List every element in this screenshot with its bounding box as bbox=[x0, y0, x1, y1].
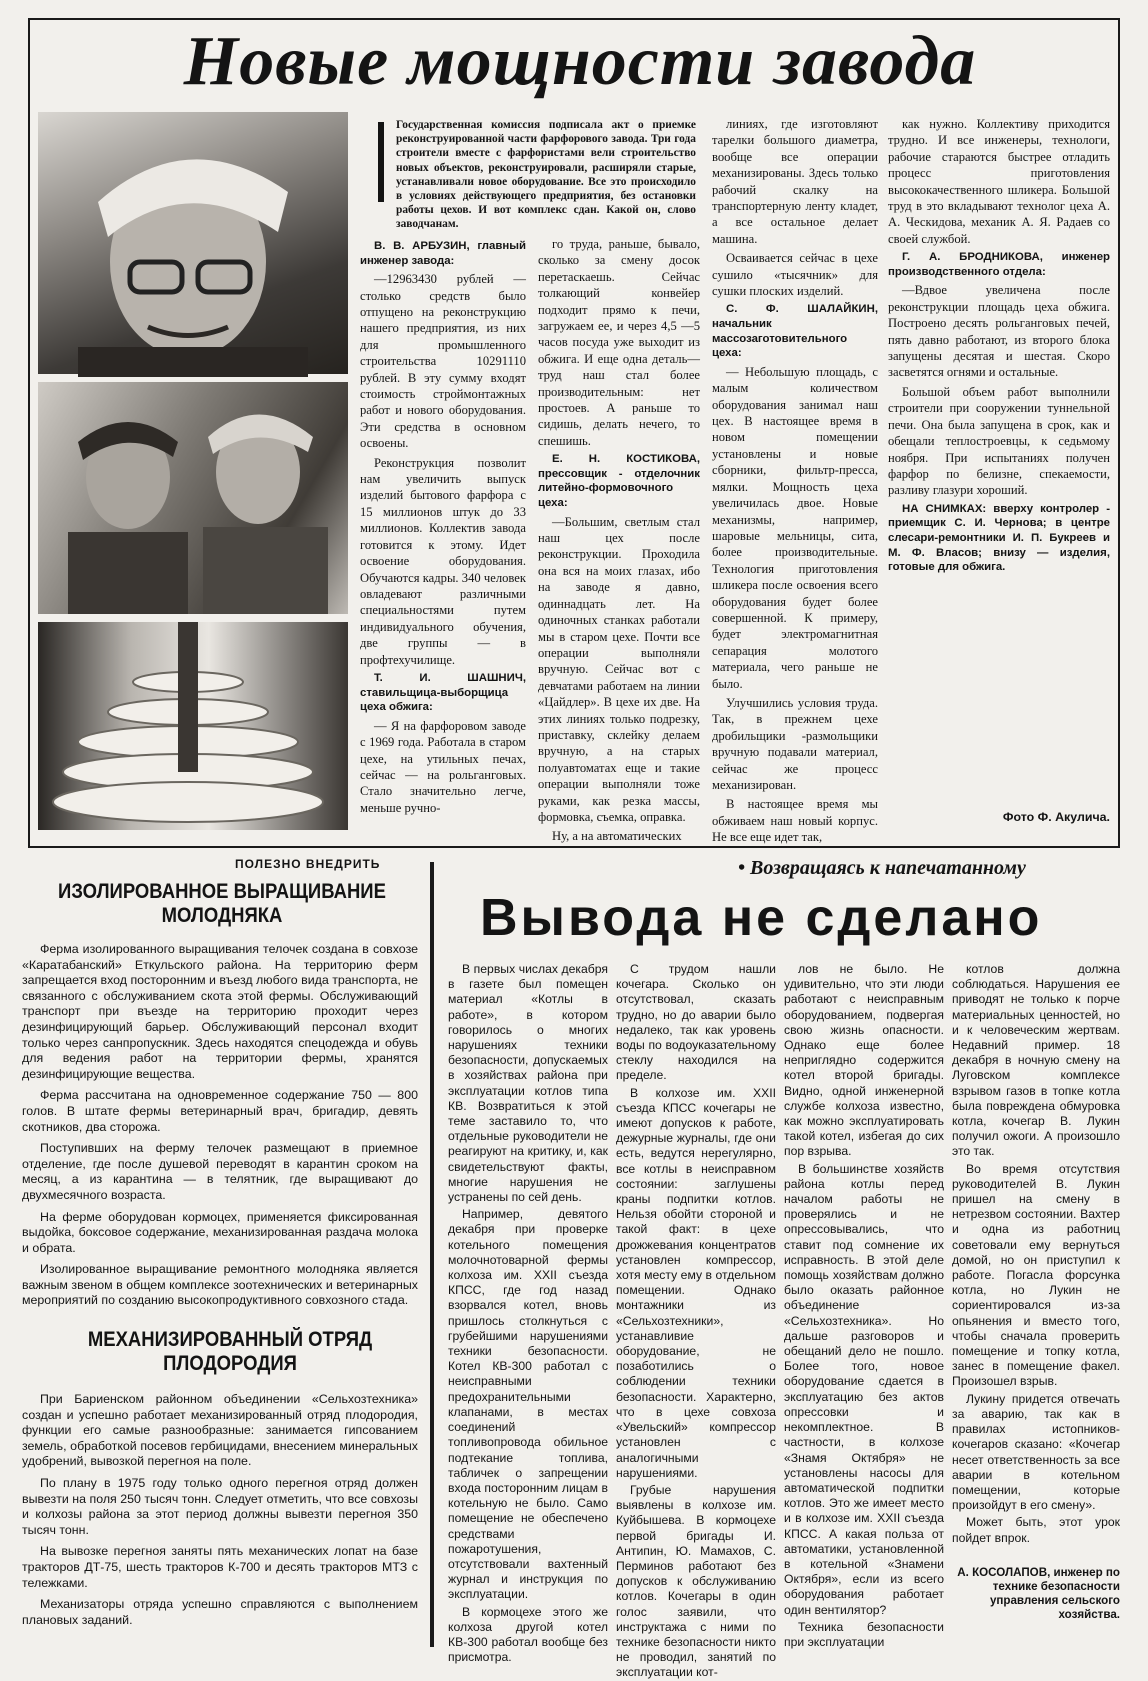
paragraph: —12963430 рублей — столько средств было отпущено на реконструкцию нашего предприятия, из них для промышленного строительства 10291110 рублей. В эту сумму входят стоимость строймонтажных работ и нового оборудования. Эти средства в основном освоены. bbox=[360, 272, 526, 451]
paragraph: Может быть, этот урок пойдет впрок. bbox=[952, 1515, 1120, 1545]
paragraph: Ферма рассчитана на одновременное содержание 750 — 800 голов. В штате фермы ветеринарный врач, бригадир, девять скотников, два сторожа. bbox=[22, 1088, 418, 1134]
photo-mechanics bbox=[38, 382, 348, 614]
paragraph: как нужно. Коллективу приходится трудно. И все инженеры, технологи, рабочие стараются быстрее отладить процесс приготовления высококачественного шликера. Большой труд в это вкладывают технолог цеха А. А. Ческидова, механик А. Я. Радаев со своей службой. bbox=[888, 117, 1110, 246]
paragraph: Техника безопасности при эксплуатации bbox=[784, 1619, 944, 1649]
photo-mechanics-shapes bbox=[38, 382, 348, 614]
paragraph: В кормоцехе этого же колхоза другой котел КВ-300 работал вообще без присмотра. bbox=[448, 1604, 608, 1665]
speaker-name: В. В. АРБУЗИН, главный инженер завода: bbox=[360, 240, 526, 267]
paragraph: В большинстве хозяйств района котлы перед началом работы не проверялись и не опрессовывались, что ставит под сомнение их исправность. В этой деле помощь хозяйствам должно было оказать районное объединение «Сельхозтехника». Но дальше разговоров и обещаний дело не пошло. Более того, новое оборудование сдается в эксплуатацию без актов опрессовки и некомплектное. В частности, в колхозе «Знамя Октября» не установлены насосы для автоматической подпитки котлов. Это же имеет место и в колхозе им. XXII съезда КПСС. А какая польза от автоматики, установленной в котельной «Знамени Октября», если из всего оборудования работает один вентилятор? bbox=[784, 1161, 944, 1617]
photo-controller bbox=[38, 112, 348, 374]
no-conclusion-column-2 bbox=[616, 962, 776, 1680]
feature-column-1 bbox=[360, 236, 526, 834]
rubric-label: ПОЛЕЗНО ВНЕДРИТЬ bbox=[235, 857, 381, 871]
article-headline-mechanized: МЕХАНИЗИРОВАННЫЙ ОТРЯД ПЛОДОРОДИЯ bbox=[87, 1328, 373, 1375]
article-headline-isolated: ИЗОЛИРОВАННОЕ ВЫРАЩИВАНИЕ МОЛОДНЯКА bbox=[58, 880, 386, 927]
paragraph: котлов должна соблюдаться. Нарушения ее приводят не только к порче материальных ценностей, но и к человеческим жертвам. Недавний пример. 18 декабря в ночную смену на Луговском комплексе взрывом газов в топке котла была повреждена обмуровка котла, кочегар В. Лукин получил ожоги. А произошло это так. bbox=[952, 962, 1120, 1159]
photo-credit: Фото Ф. Акулича. bbox=[1002, 810, 1110, 824]
paragraph: Например, девятого декабря при проверке котельного помещения молочнотоварной фермы колхоза им. XXII съезда КПСС, где год назад взорвался котел, вновь пришлось столкнуться с грубейшими нарушениями техники безопасности. Котел КВ-300 работал с неисправными предохранительными клапанами, в местах соединений топливопровода обильное подтекание топлива, табличек о запрещении входа посторонним лицам в котельную не было. Само помещение не обеспечено средствами пожаротушения, отсутствовали вахтенный журнал и инструкция по эксплуатации. bbox=[448, 1207, 608, 1602]
paragraph: Лукину придется отвечать за аварию, так как в правилах истопников-кочегаров сказано: «Кочегар несет ответственность за все аварии в котельном помещении, которые произойдут в его смену». bbox=[952, 1391, 1120, 1513]
paragraph: Грубые нарушения выявлены в колхозе им. Куйбышева. В кормоцехе первой бригады И. Антипин, Ю. Мамахов, С. Перминов работают без допусков к обслуживанию котлов. Кочегары в один голос заявили, что инструктажа с ними по технике безопасности никто не проводил, занятий по эксплуатации кот- bbox=[616, 1482, 776, 1680]
paragraph: В первых числах декабря в газете был помещен материал «Котлы в работе», в котором говорилось о многих нарушениях техники безопасности, допускаемых в хозяйствах района при эксплуатации котлов типа КВ. Возвратиться к этой теме заставило то, что отдельные руководители не реагируют на критику, и, как свидетельствуют факты, многие нарушения не устранены по сей день. bbox=[448, 962, 608, 1205]
paragraph: Механизаторы отряда успешно справляются с выполнением плановых заданий. bbox=[22, 1597, 418, 1627]
photo-portrait-shapes bbox=[38, 112, 348, 374]
no-conclusion-column-1 bbox=[448, 962, 608, 1665]
paragraph: На вывозке перегноя заняты пять механических лопат на базе тракторов ДТ-75, шесть тракторов К-700 и десять тракторов МТЗ с тележками. bbox=[22, 1544, 418, 1590]
feature-lead bbox=[396, 118, 696, 231]
article-signature: А. КОСОЛАПОВ, инженер по технике безопасности управления сельского хозяйства. bbox=[957, 1566, 1120, 1621]
speaker-name: Е. Н. КОСТИКОВА, прессовщик - отделочник литейно-формовочного цеха: bbox=[538, 453, 700, 510]
paragraph: Ну, а на автоматических bbox=[552, 829, 682, 844]
paragraph: Поступивших на ферму телочек размещают в приемное отделение, где после душевой переводят в карантин сроком на месяц, а из карантина — в телятник, где выращивают до двухмесячного возраста. bbox=[22, 1141, 418, 1202]
photo-plates-shapes bbox=[38, 622, 348, 830]
paragraph: С трудом нашли кочегара. Сколько он отсутствовал, сказать трудно, но до аварии было недалеко, так как уровень воды по водоуказательному стеклу находился на пределе. bbox=[616, 962, 776, 1083]
paragraph: —Большим, светлым стал наш цех после реконструкции. Проходила она вся на моих глазах, ибо на заводе я давно, одиннадцать лет. На одиночных станках работали мы в старом цехе. Почти все операции выполняли вручную. Сейчас вот с девчатами работаем на линии «Цайдлер». В цехе их две. На этих линиях только подрезку, приставку, склейку делаем вручную, а на старых полуавтоматах еще и такие операции выполняли тоже руками, как резка массы, формовка, съемка, оправка. bbox=[538, 514, 700, 824]
article-headline-no-conclusion: Вывода не сделано bbox=[480, 889, 1043, 947]
feature-column-3 bbox=[712, 116, 878, 845]
lead-initial-bar bbox=[378, 122, 384, 202]
article-mechanized-body bbox=[22, 1392, 418, 1642]
paragraph: — Небольшую площадь, с малым количеством оборудования занимал наш цех. В настоящее время в новом помещении установлены и новые сборники, фильтр-пресса, мялки. Мощность цеха увеличилась двое. Новые механизмы, например, шаровые мельницы, сита, более производительные. Технология приготовления шликера после освоения всего оборудования будет более совершенной. К примеру, будет электромагнитная сепарация молотого материала, чего раньше не было. bbox=[712, 364, 878, 691]
speaker-name: НА СНИМКАХ: вверху контролер - приемщик С. И. Чернова; в центре слесари-ремонтники И. П. Букреев и М. Ф. Власов; внизу — изделия, готовые для обжига. bbox=[888, 502, 1110, 574]
paragraph: Во время отсутствия руководителей В. Лукин пришел на смену в нетрезвом состоянии. Вахтер и одна из работниц советовали ему вернуться домой, но он приступил к работе. Погасла форсунка котла, но Лукин не сориентировался из-за опьянения и вместо того, чтобы сначала проверить помещение и топку котла, занес в помещение факел. Произошел взрыв. bbox=[952, 1161, 1120, 1389]
feature-column-2 bbox=[538, 236, 700, 844]
paragraph: Улучшились условия труда. Так, в прежнем цехе дробильщики -размольщики вручную подавали материал, сейчас же процесс механизирован. bbox=[712, 695, 878, 792]
paragraph: лов не было. Не удивительно, что эти люди работают с неисправным оборудованием, подвергая свою жизнь опасности. Однако еще более неприглядно содержится котел второй бригады. Видно, одной инженерной службе колхоза известно, как можно эксплуатировать такой котел, избегая до сих пор взрыва. bbox=[784, 962, 944, 1159]
paragraph: линиях, где изготовляют тарелки большого диаметра, вообще все операции механизированы. Здесь только рабочий скалку на транспортерную ленту кладет, а все остальное делает машина. bbox=[712, 117, 878, 246]
feature-column-4 bbox=[888, 116, 1110, 806]
paragraph: На ферме оборудован кормоцех, применяется фиксированная выдойка, боксовое содержание, механизированная раздача молока и обрата. bbox=[22, 1209, 418, 1255]
no-conclusion-column-3 bbox=[784, 962, 944, 1649]
no-conclusion-column-4 bbox=[952, 962, 1120, 1562]
paragraph: —Вдвое увеличена после реконструкции площадь цеха обжига. Построено десять рольганговых печей, пять давно работают, из второго блока запущены десятая и шестая. Скоро засветятся огнями и остальные. bbox=[888, 283, 1110, 380]
paragraph: Ферма изолированного выращивания телочек создана в совхозе «Каратабанский» Еткульского района. На территорию ферм запрещается вход посторонним и въезд любого вида транспорта, не связанного с обслуживанием скота этой фермы. Обслуживающий транспорт при въезде на территорию проходит через дезинфицирующий барьер. Обслуживающий персонал входит только через санпропускник. Здесь находятся спецодежда и обувь для ведения работ на территории фермы, хранятся дезинфицирующие вещества. bbox=[22, 942, 418, 1081]
paragraph: го труда, раньше, бывало, сколько за смену досок перетаскаешь. Сейчас толкающий конвейер подходит прямо к печи, загружаем ее, и через 4,5 —5 часов посуда уже выходит из обжига. И еще одна деталь— труд наш стал более производительным: нет простоев. А раньше то сидишь, делать нечего, то спешишь. bbox=[538, 237, 700, 448]
paragraph: Осваивается сейчас в цехе сушило «тысячник» для сушки плоских изделий. bbox=[712, 251, 878, 299]
paragraph: В настоящее время мы обживаем наш новый корпус. Не все еще идет так, bbox=[712, 797, 878, 845]
paragraph: В колхозе им. XXII съезда КПСС кочегары не имеют допусков к работе, дежурные журналы, где они есть, ведутся нерегулярно, все котлы в неисправном состоянии: заглушены краны подпитки котлов. Нельзя обойти стороной и такой факт: в цехе дрожжевания концентратов установлен компрессор, хотя месту ему в отдельном помещении. Однако монтажники из «Сельхозтехники», устанавливие оборудование, не позаботились о соблюдении техники безопасности. Характерно, что в цехе совхоза «Увельский» компрессор установлен с аналогичными нарушениями. bbox=[616, 1085, 776, 1480]
paragraph: Большой объем работ выполнили строители при сооружении туннельной печи. Она была запущена в срок, как и обещали теплостроевцы, к седьмому ноября. При испытаниях получен фарфор по белизне, спекаемости, разливу глазури хороший. bbox=[888, 384, 1110, 498]
paragraph: Реконструкция позволит нам увеличить выпуск изделий бытового фарфора с 15 миллионов штук до 33 миллионов. Коллектив завода готовится к этому. Идет освоение оборудования. Обучаются кадры. 340 человек овладевают различными специальностями путем индивидуального обучения, две группы — в профтехучилище. bbox=[360, 455, 526, 667]
article-kicker: • Возвращаясь к напечатанному bbox=[738, 857, 1026, 879]
paragraph: При Бариенском районном объединении «Сельхозтехника» создан и успешно работает механизированный отряд плодородия, функции его самые разнообразные: занимается гипсованием земель, обработкой посевов гербицидами, внесением минеральных удобрений, вывозкой перегноя на поле. bbox=[22, 1392, 418, 1469]
paragraph: По плану в 1975 году только одного перегноя отряд должен вывезти на поля 250 тысяч тонн. Следует отметить, что все совхозы и колхозы района за этот период должны вывезти перегноя 350 тысяч тонн. bbox=[22, 1475, 418, 1537]
feature-headline: Новые мощности завода bbox=[183, 23, 977, 100]
article-isolated-body bbox=[22, 942, 418, 1308]
photo-porcelain-plates bbox=[38, 622, 348, 830]
speaker-name: Т. И. ШАШНИЧ, ставильщица-выборщица цеха обжига: bbox=[360, 671, 526, 714]
paragraph: — Я на фарфоровом заводе с 1969 года. Работала в старом цехе, на утильных печах, сейчас — на рольганговых. Стало значительно легче, меньше ручно- bbox=[360, 718, 526, 815]
speaker-name: С. Ф. ШАЛАЙКИН, начальник массозаготовительного цеха: bbox=[712, 303, 878, 360]
column-divider bbox=[430, 862, 434, 1647]
paragraph: Изолированное выращивание ремонтного молодняка является важным звеном в общем комплексе зоотехнических и ветеринарных мероприятий по созданию высокопродуктивного совхозного стада. bbox=[22, 1262, 418, 1308]
speaker-name: Г. А. БРОДНИКОВА, инженер производственного отдела: bbox=[888, 251, 1110, 278]
lead-text: Государственная комиссия подписала акт о приемке реконструированной части фарфорового завода. Три года строители вместе с фарфористами вели строительство новых объектов, реконструировали, расширяли старые, устанавливали новое оборудование. Все это происходило в условиях действующего предприятия, без остановки работы цехов. И вот комплекс сдан. Какой он, слово заводчанам. bbox=[396, 119, 696, 231]
